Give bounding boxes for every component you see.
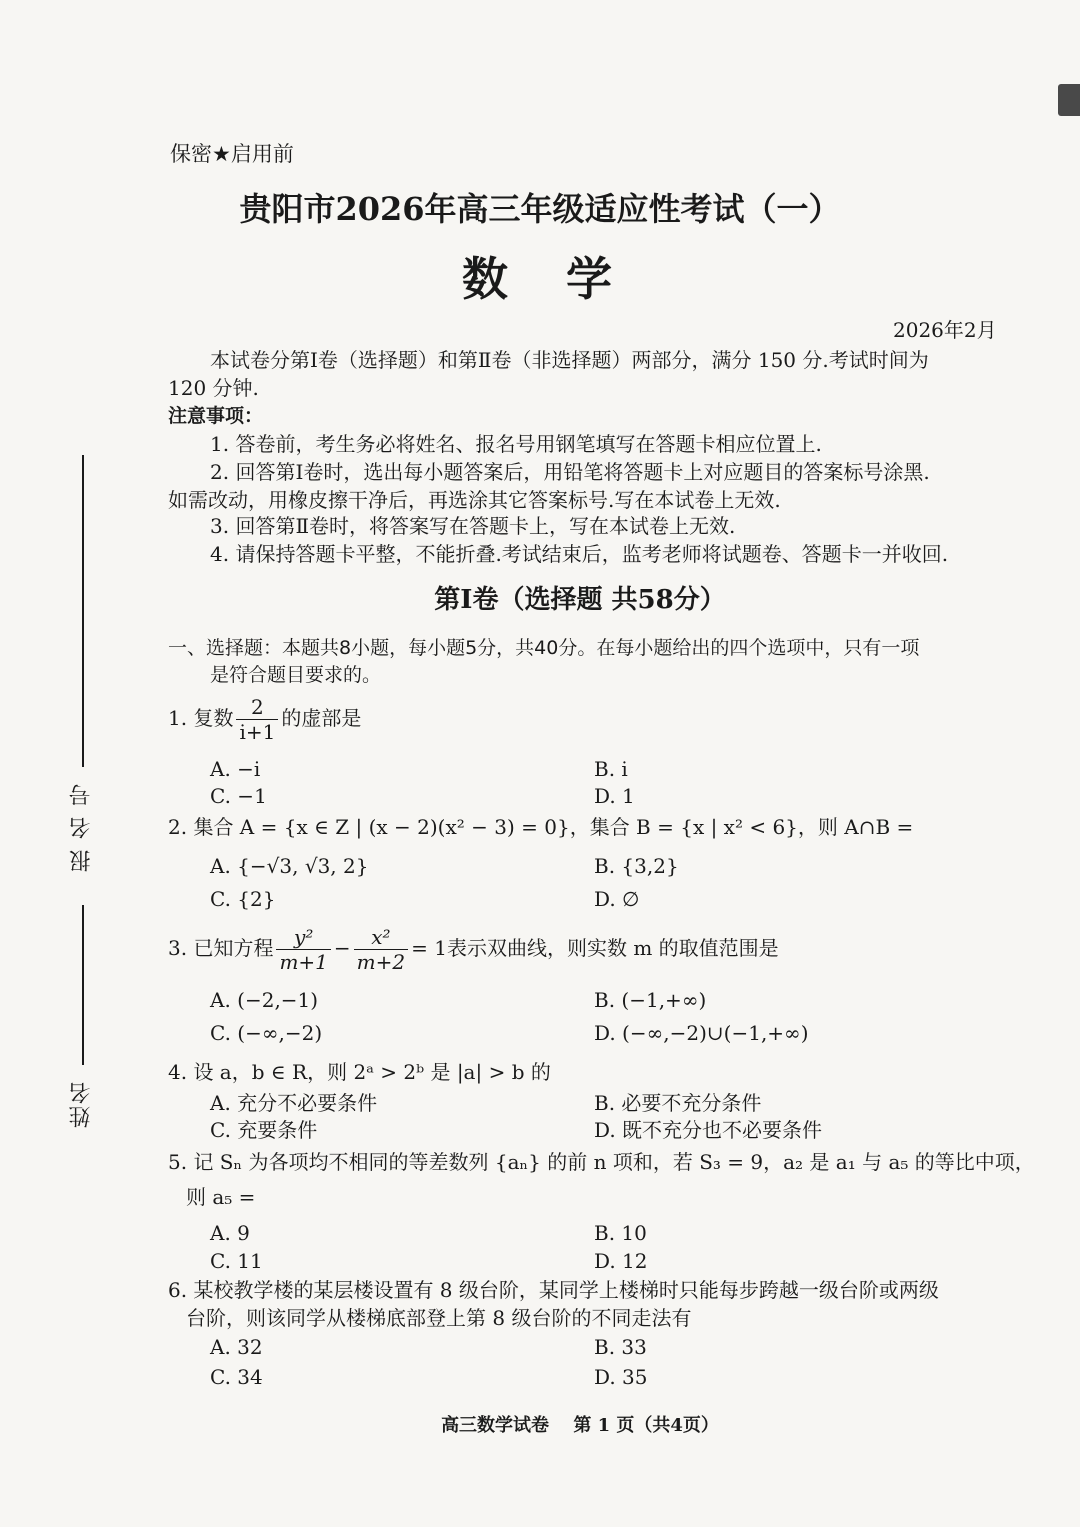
q3-option-b: B. (−1,+∞) (594, 988, 707, 1012)
confidential-mark: 保密★启用前 (170, 142, 294, 166)
question-6 (168, 1277, 939, 1303)
question-5 (168, 1149, 1035, 1175)
q5-number: 5. (168, 1150, 188, 1174)
q1-option-b: B. i (594, 757, 628, 781)
q3-frac1-num: y² (276, 925, 330, 950)
q3-option-a: A. (−2,−1) (210, 988, 319, 1012)
question-4 (168, 1059, 551, 1085)
note-1: 1. 答卷前，考生务必将姓名、报名号用钢笔填写在答题卡相应位置上. (210, 432, 822, 456)
q5-option-b: B. 10 (594, 1221, 647, 1245)
part-1-title: 第Ⅰ卷（选择题 共58分） (434, 585, 726, 615)
q3-fraction-1 (276, 925, 330, 974)
q3-option-c: C. (−∞,−2) (210, 1021, 323, 1045)
corner-mark (1058, 84, 1080, 116)
note-4: 4. 请保持答题卡平整，不能折叠.考试结束后，监考老师将试题卷、答题卡一并收回. (210, 542, 949, 566)
q3-frac2-num: x² (354, 925, 408, 950)
question-3 (168, 920, 779, 976)
q3-option-d: D. (−∞,−2)∪(−1,+∞) (594, 1021, 809, 1045)
q1-number: 1. (168, 706, 188, 730)
exam-title: 贵阳市2026年高三年级适应性考试（一） (239, 190, 841, 228)
q3-frac1-den: m+1 (279, 950, 328, 974)
q5-continuation: 则 a₅ = (186, 1185, 256, 1209)
section-1-line-1: 一、选择题：本题共8小题，每小题5分，共40分。在每小题给出的四个选项中，只有一项 (168, 637, 920, 659)
q2-option-c: C. {2} (210, 887, 276, 911)
q3-post: = 1表示双曲线，则实数 m 的取值范围是 (411, 936, 779, 960)
q6-option-a: A. 32 (210, 1335, 263, 1359)
q3-number: 3. (168, 936, 188, 960)
baoming-label: 报 名 号 (69, 782, 94, 872)
q6-number: 6. (168, 1278, 188, 1302)
page-footer: 高三数学试卷 第 1 页（共4页） (441, 1415, 719, 1436)
note-2a: 2. 回答第Ⅰ卷时，选出每小题答案后，用铅笔将答题卡上对应题目的答案标号涂黑. (210, 460, 930, 484)
q3-frac2-den: m+2 (356, 950, 406, 974)
q5-option-c: C. 11 (210, 1249, 263, 1273)
q1-post: 的虚部是 (281, 706, 362, 730)
xingming-upper-line (82, 905, 84, 1065)
q5-text: 记 Sₙ 为各项均不相同的等差数列 {aₙ} 的前 n 项和，若 S₃ = 9，a₂ 是 a₁ 与 a₅ 的等比中项， (193, 1150, 1035, 1174)
q6-line-1: 某校教学楼的某层楼设置有 8 级台阶，某同学上楼梯时只能每步跨越一级台阶或两级 (193, 1278, 939, 1302)
q2-number: 2. (168, 815, 188, 839)
q5-option-d: D. 12 (594, 1249, 648, 1273)
intro-line-1: 本试卷分第Ⅰ卷（选择题）和第Ⅱ卷（非选择题）两部分，满分 150 分.考试时间为 (210, 348, 929, 372)
q4-option-a: A. 充分不必要条件 (210, 1091, 378, 1115)
q4-number: 4. (168, 1060, 188, 1084)
q5-option-a: A. 9 (210, 1221, 250, 1245)
question-1 (168, 692, 361, 744)
note-3: 3. 回答第Ⅱ卷时，将答案写在答题卡上，写在本试卷上无效. (210, 514, 736, 538)
intro-line-2: 120 分钟. (168, 376, 259, 400)
q2-option-a: A. {−√3, √3, 2} (210, 854, 369, 878)
q1-option-c: C. −1 (210, 784, 267, 808)
q4-option-d: D. 既不充分也不必要条件 (594, 1118, 823, 1142)
notes-title: 注意事项： (168, 405, 264, 427)
q6-option-c: C. 34 (210, 1365, 263, 1389)
q4-option-b: B. 必要不充分条件 (594, 1091, 762, 1115)
q2-text: 集合 A = {x ∈ Z | (x − 2)(x² − 3) = 0}，集合 B = {x | x² < 6}，则 A∩B = (193, 815, 914, 839)
q3-fraction-2 (354, 925, 408, 974)
q3-pre: 已知方程 (193, 936, 274, 960)
q4-text: 设 a，b ∈ R，则 2ᵃ > 2ᵇ 是 |a| > b 的 (193, 1060, 551, 1084)
question-2 (168, 814, 913, 840)
q6-option-b: B. 33 (594, 1335, 647, 1359)
q1-option-a: A. −i (210, 757, 261, 781)
q1-frac-num: 2 (236, 695, 278, 720)
q6-line-2: 台阶，则该同学从楼梯底部登上第 8 级台阶的不同走法有 (186, 1306, 692, 1330)
q1-pre: 复数 (193, 706, 234, 730)
q4-option-c: C. 充要条件 (210, 1118, 318, 1142)
q1-frac-den: i+1 (239, 720, 276, 744)
section-1-line-2: 是符合题目要求的。 (210, 664, 382, 686)
q2-option-b: B. {3,2} (594, 854, 679, 878)
q6-option-d: D. 35 (594, 1365, 648, 1389)
xingming-label: 姓名 (69, 1080, 94, 1128)
note-2b: 如需改动，用橡皮擦干净后，再选涂其它答案标号.写在本试卷上无效. (168, 488, 781, 512)
q1-fraction (236, 695, 278, 744)
q3-minus: − (333, 936, 351, 960)
q2-option-d: D. ∅ (594, 887, 640, 911)
exam-date: 2026年2月 (893, 318, 997, 342)
q1-option-d: D. 1 (594, 784, 635, 808)
subject-title: 数 学 (462, 252, 618, 306)
